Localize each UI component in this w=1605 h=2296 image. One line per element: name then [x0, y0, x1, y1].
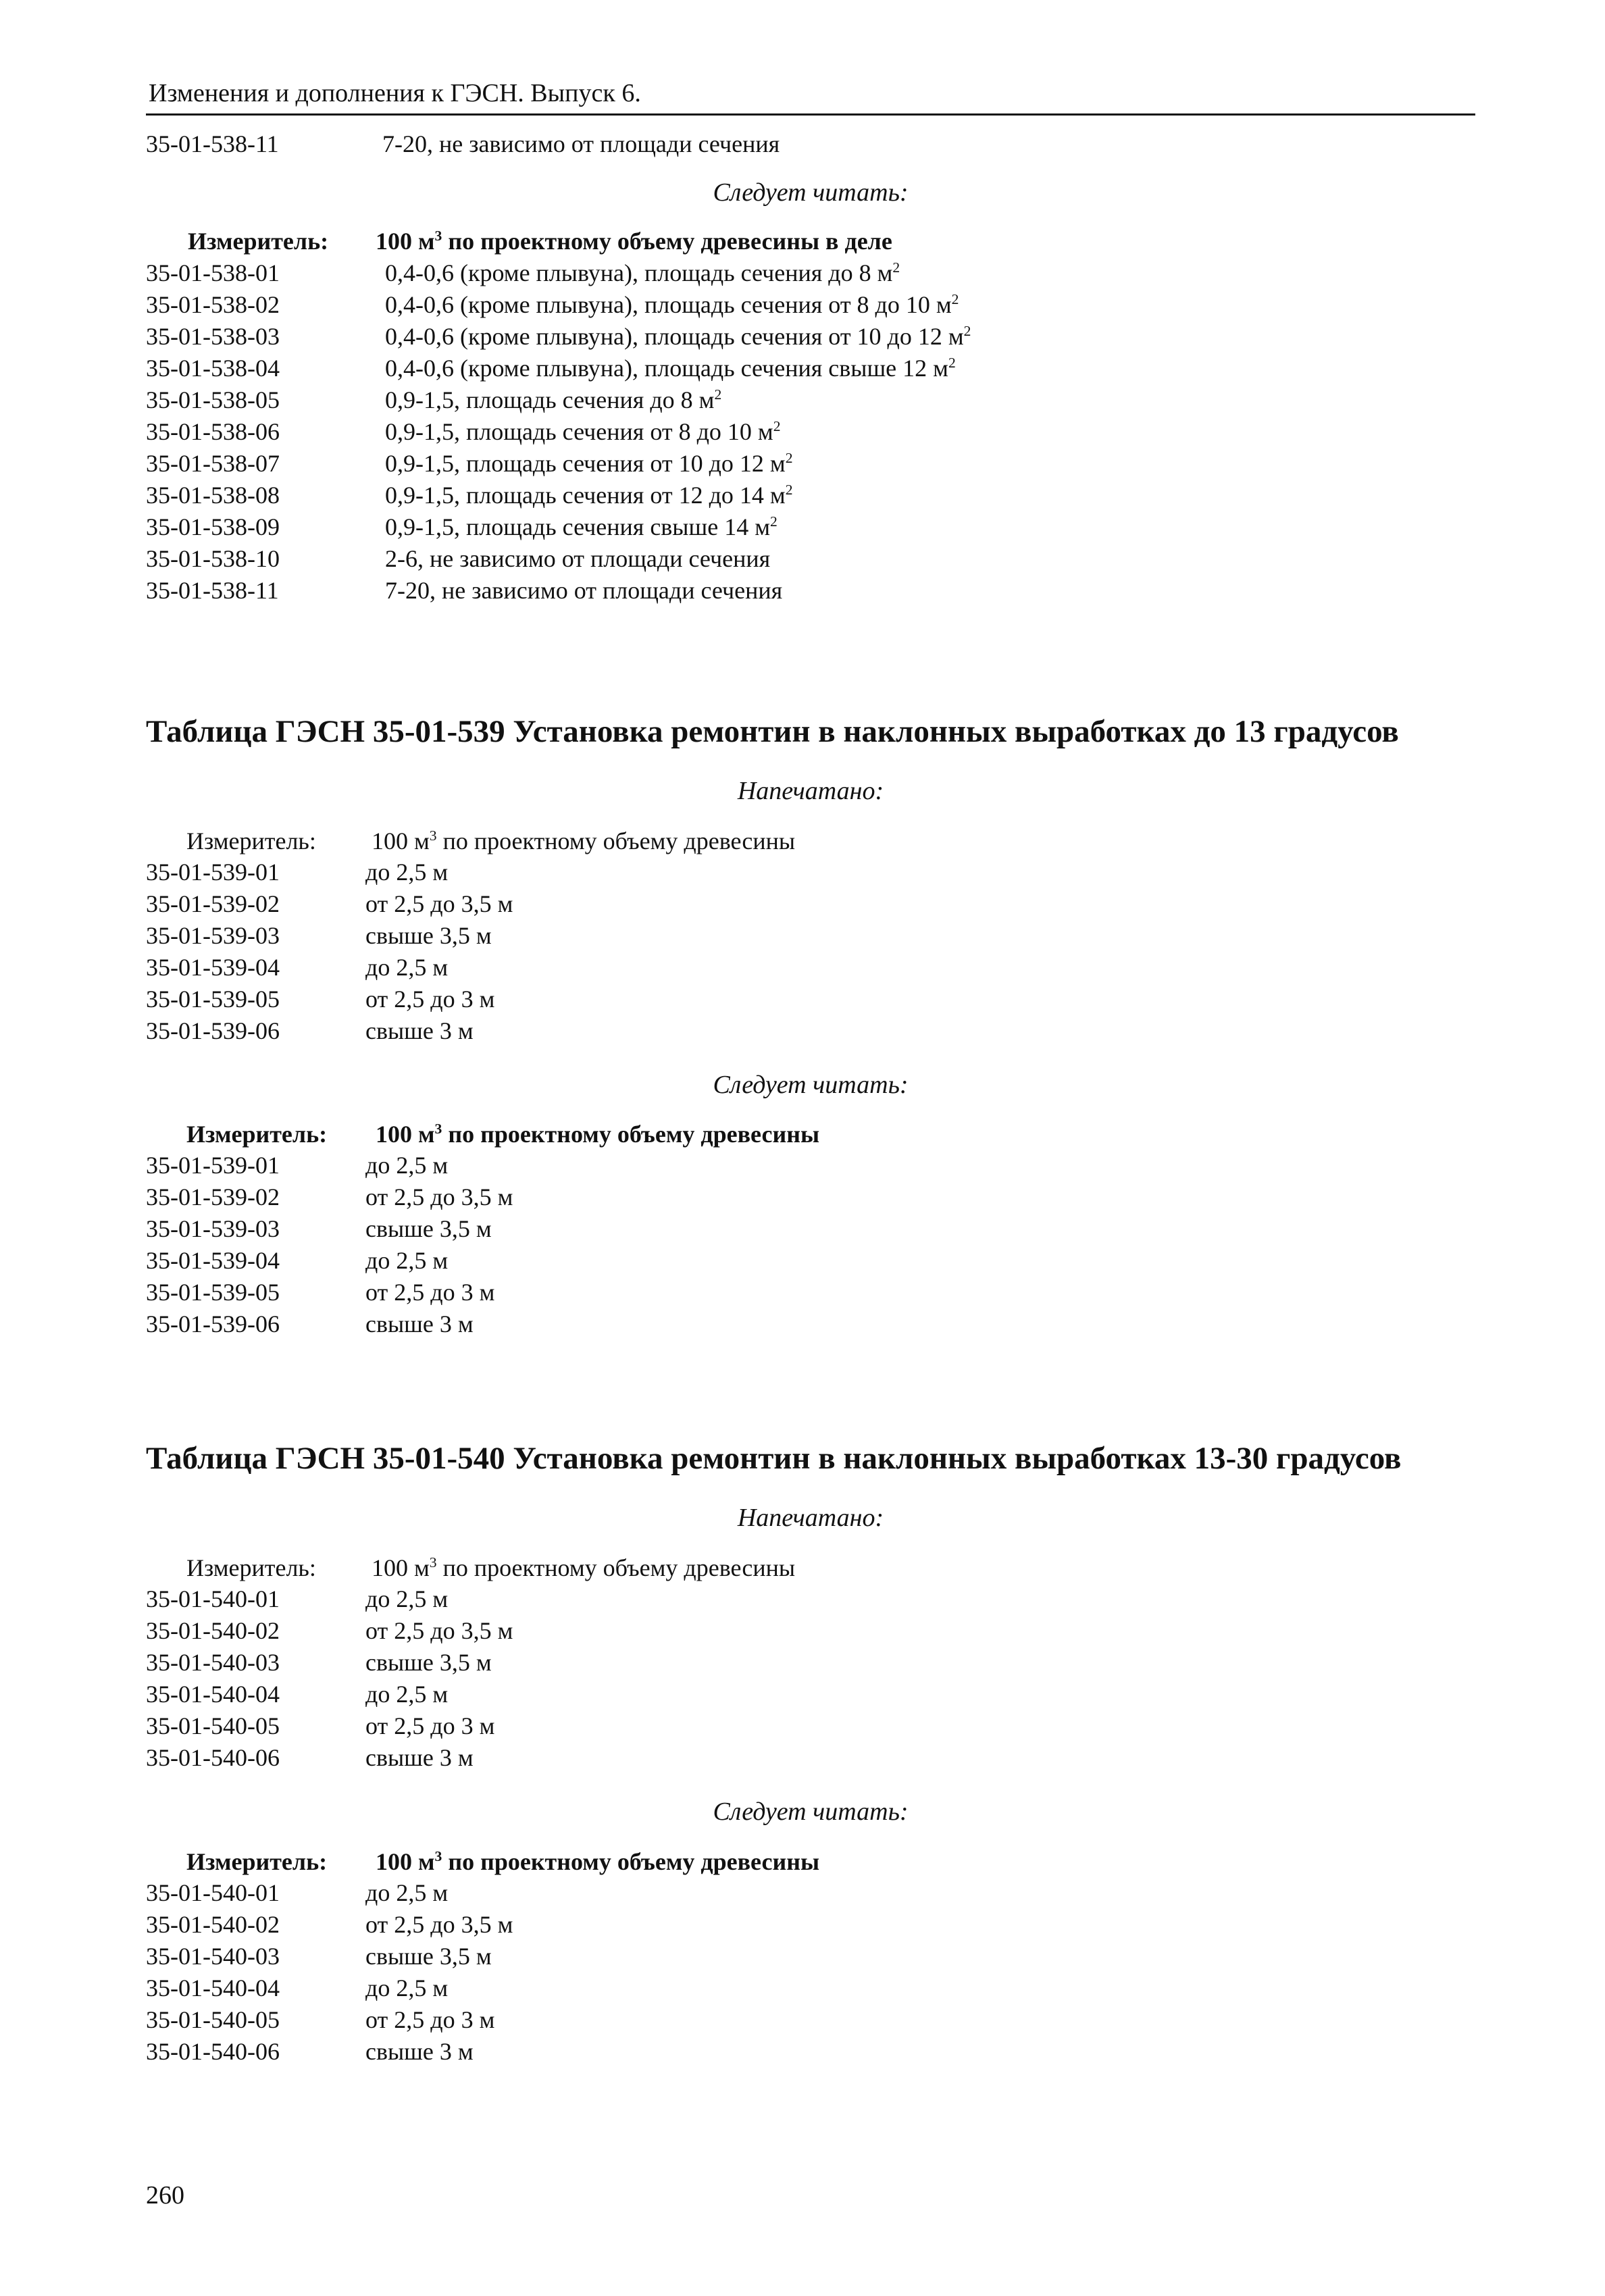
row-desc: свыше 3,5 м	[365, 1943, 492, 1970]
measure-label: Измеритель:	[188, 228, 329, 255]
row-code: 35-01-540-04	[146, 1974, 280, 2001]
row-desc: 7-20, не зависимо от площади сечения	[382, 130, 780, 157]
row-desc: от 2,5 до 3 м	[365, 1712, 495, 1739]
measure-value: 100 $м^3$ по проектному объему древесины	[376, 1848, 820, 1875]
row-desc: до 2,5 м	[365, 1681, 449, 1708]
measure-label: Измеритель:	[186, 1554, 316, 1581]
printed-label-540: Напечатано:	[737, 1504, 884, 1532]
row-desc: 0,9-1,5, площадь сечения от 12 до 14 $м^2$	[385, 482, 793, 509]
row-code: 35-01-539-03	[146, 922, 280, 949]
measure-label: Измеритель:	[186, 1121, 328, 1148]
row-desc: от 2,5 до 3 м	[365, 986, 495, 1013]
row-code: 35-01-539-05	[146, 1279, 280, 1306]
row-desc: 0,4-0,6 (кроме плывуна), площадь сечения до 8 $м^2$	[385, 259, 900, 286]
measure-value: 100 $м^3$ по проектному объему древесины	[372, 1554, 796, 1581]
row-desc: 0,9-1,5, площадь сечения от 10 до 12 $м^2$	[385, 450, 793, 477]
row-code: 35-01-540-02	[146, 1911, 280, 1938]
row-desc: до 2,5 м	[365, 1152, 449, 1179]
row-code: 35-01-540-03	[146, 1649, 280, 1676]
row-desc: 0,4-0,6 (кроме плывуна), площадь сечения от 10 до 12 $м^2$	[385, 323, 971, 350]
row-code: 35-01-538-10	[146, 545, 280, 572]
row-code: 35-01-539-06	[146, 1310, 280, 1337]
measure-value: 100 $м^3$ по проектному объему древесины	[376, 1121, 820, 1148]
row-code: 35-01-540-01	[146, 1585, 280, 1612]
row-desc: 2-6, не зависимо от площади сечения	[385, 545, 771, 572]
row-desc: 0,9-1,5, площадь сечения до 8 $м^2$	[385, 386, 722, 413]
row-code: 35-01-538-08	[146, 482, 280, 509]
row-desc: до 2,5 м	[365, 1247, 449, 1274]
row-code: 35-01-540-03	[146, 1943, 280, 1970]
read-label-538: Следует читать:	[713, 178, 909, 207]
row-desc: 0,4-0,6 (кроме плывуна), площадь сечения от 8 до 10 $м^2$	[385, 291, 959, 318]
row-desc: свыше 3 м	[365, 2038, 474, 2065]
row-code: 35-01-540-05	[146, 1712, 280, 1739]
row-desc: от 2,5 до 3,5 м	[365, 1617, 513, 1644]
row-desc: до 2,5 м	[365, 954, 449, 981]
row-desc: от 2,5 до 3 м	[365, 2006, 495, 2033]
row-desc: 0,4-0,6 (кроме плывуна), площадь сечения свыше 12 $м^2$	[385, 355, 956, 382]
row-desc: от 2,5 до 3,5 м	[365, 1911, 513, 1938]
row-desc: от 2,5 до 3,5 м	[365, 890, 513, 917]
row-desc: до 2,5 м	[365, 859, 449, 886]
row-code: 35-01-538-05	[146, 386, 280, 413]
row-desc: свыше 3 м	[365, 1310, 474, 1337]
row-desc: 7-20, не зависимо от площади сечения	[385, 577, 783, 604]
row-code: 35-01-538-06	[146, 418, 280, 445]
row-code: 35-01-538-02	[146, 291, 280, 318]
read-label-539: Следует читать:	[713, 1071, 909, 1099]
page-header	[146, 73, 1475, 116]
row-desc: до 2,5 м	[365, 1974, 449, 2001]
measure-label: Измеритель:	[186, 1848, 328, 1875]
row-code: 35-01-540-06	[146, 2038, 280, 2065]
row-code: 35-01-539-02	[146, 890, 280, 917]
page-number: 260	[146, 2181, 184, 2210]
row-code: 35-01-539-01	[146, 859, 280, 886]
row-desc: 0,9-1,5, площадь сечения свыше 14 $м^2$	[385, 513, 778, 540]
row-code: 35-01-539-06	[146, 1017, 280, 1044]
table-title-539: Таблица ГЭСН 35-01-539 Установка ремонтин в наклонных выработках до 13 градусов	[146, 714, 1399, 749]
row-code: 35-01-539-01	[146, 1152, 280, 1179]
row-desc: свыше 3,5 м	[365, 1215, 492, 1242]
row-code: 35-01-538-11	[146, 577, 279, 604]
row-code: 35-01-540-04	[146, 1681, 280, 1708]
row-code: 35-01-538-04	[146, 355, 280, 382]
row-code: 35-01-539-02	[146, 1183, 280, 1210]
row-code: 35-01-539-04	[146, 1247, 280, 1274]
measure-value: 100 $м^3$ по проектному объему древесины	[372, 827, 796, 854]
table-title-540: Таблица ГЭСН 35-01-540 Установка ремонтин в наклонных выработках 13-30 градусов	[146, 1441, 1402, 1476]
row-desc: от 2,5 до 3,5 м	[365, 1183, 513, 1210]
row-code: 35-01-538-01	[146, 259, 280, 286]
row-code: 35-01-540-01	[146, 1879, 280, 1906]
row-desc: свыше 3,5 м	[365, 922, 492, 949]
measure-value: 100 $м^3$ по проектному объему древесины в деле	[376, 228, 892, 255]
measure-label: Измеритель:	[186, 827, 316, 854]
printed-label-539: Напечатано:	[737, 777, 884, 805]
row-desc: свыше 3 м	[365, 1744, 474, 1771]
row-code: 35-01-539-05	[146, 986, 280, 1013]
row-code: 35-01-538-07	[146, 450, 280, 477]
read-label-540: Следует читать:	[713, 1797, 909, 1826]
row-code: 35-01-539-04	[146, 954, 280, 981]
row-desc: до 2,5 м	[365, 1879, 449, 1906]
row-desc: свыше 3,5 м	[365, 1649, 492, 1676]
row-code: 35-01-538-09	[146, 513, 280, 540]
row-code: 35-01-540-02	[146, 1617, 280, 1644]
row-code: 35-01-540-05	[146, 2006, 280, 2033]
row-desc: свыше 3 м	[365, 1017, 474, 1044]
row-desc: до 2,5 м	[365, 1585, 449, 1612]
row-desc: 0,9-1,5, площадь сечения от 8 до 10 $м^2$	[385, 418, 781, 445]
row-code: 35-01-539-03	[146, 1215, 280, 1242]
header-title: Изменения и дополнения к ГЭСН. Выпуск 6.	[149, 79, 641, 107]
row-code: 35-01-540-06	[146, 1744, 280, 1771]
row-code: 35-01-538-11	[146, 130, 279, 157]
row-code: 35-01-538-03	[146, 323, 280, 350]
row-desc: от 2,5 до 3 м	[365, 1279, 495, 1306]
